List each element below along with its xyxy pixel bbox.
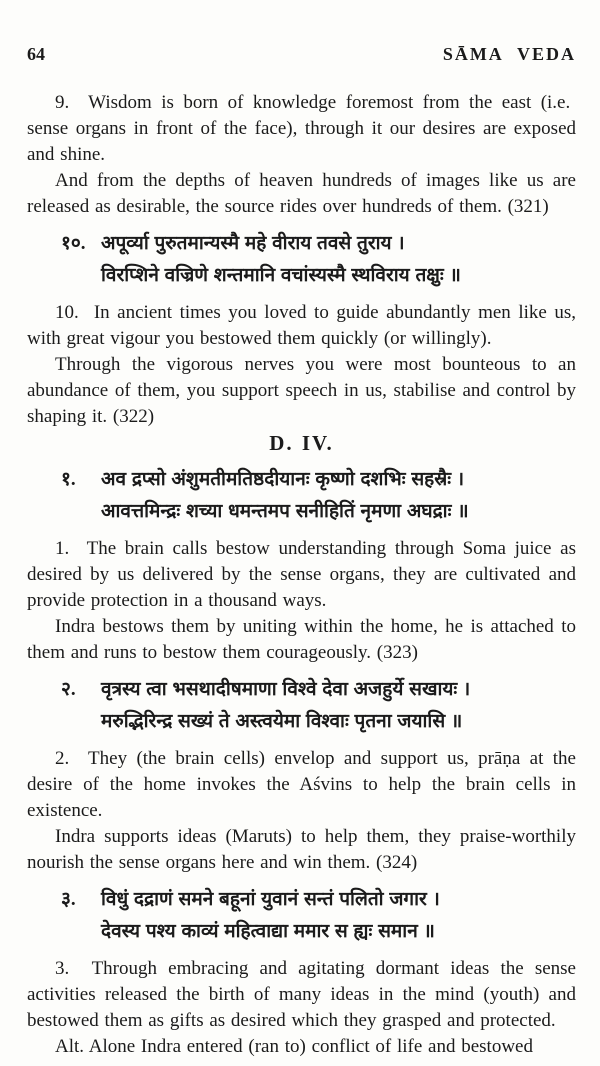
verse-lines bbox=[101, 464, 469, 528]
section-heading: D. IV. bbox=[269, 431, 334, 455]
verse-line: मरुद्भिरिन्द्र सख्यं ते अस्त्वयेमा विश्वाः पृतना जयासि ॥ bbox=[101, 711, 463, 732]
running-title: SĀMA VEDA bbox=[442, 44, 576, 64]
verse-number: १०. bbox=[61, 233, 86, 254]
translation-paragraph-1-continued: Indra bestows them by uniting within the home, he is attached to them and runs to bestow them courageously. (323) bbox=[27, 616, 576, 663]
verse-number: १. bbox=[61, 469, 76, 490]
translation-paragraph-9: 9. Wisdom is born of knowledge foremost from the east (i.e. sense organs in front of the face), through it our desires are exposed and shine. bbox=[27, 92, 576, 165]
translation-paragraph-9-continued: And from the depths of heaven hundreds of images like us are released as desirable, the source rides over hundreds of them. (321) bbox=[27, 170, 576, 217]
verse-lines bbox=[101, 884, 440, 948]
translation-paragraph-1: 1. The brain calls bestow understanding through Soma juice as desired by us delivered by the sense organs, they are cultivated and provide protection in a thousand ways. bbox=[27, 538, 576, 611]
translation-paragraph-3: 3. Through embracing and agitating dormant ideas the sense activities released the birth of many ideas in the mind (youth) and bestowed them as gifts as desired which they grasped and protected. bbox=[27, 958, 576, 1031]
verse-lines bbox=[101, 228, 461, 292]
verse-line: आवत्तमिन्द्रः शच्या धमन्तमप सनीहितिं नृमणा अघद्राः ॥ bbox=[101, 501, 469, 522]
verse-line: वृत्रस्य त्वा भसथादीषमाणा विश्वे देवा अजहुर्ये सखायः । bbox=[101, 679, 471, 700]
verse-number: ३. bbox=[61, 889, 76, 910]
verse-line: अव द्रप्सो अंशुमतीमतिष्ठदीयानः कृष्णो दशभिः सहस्रैः । bbox=[101, 469, 465, 490]
verse-lines bbox=[101, 674, 470, 738]
sanskrit-verse-1 bbox=[61, 464, 576, 528]
verse-line: विरप्शिने वज्रिणे शन्तमानि वचांस्यस्मै स्थविराय तक्षुः ॥ bbox=[101, 265, 461, 286]
page-body bbox=[27, 90, 576, 1060]
translation-paragraph-10-continued: Through the vigorous nerves you were most bounteous to an abundance of them, you support speech in us, stabilise and control by shaping it. (322) bbox=[27, 354, 576, 427]
page-header bbox=[27, 44, 576, 65]
verse-number: २. bbox=[61, 679, 76, 700]
sanskrit-verse-3 bbox=[61, 884, 576, 948]
translation-paragraph-alt: Alt. Alone Indra entered (ran to) conflict of life and bestowed bbox=[55, 1036, 533, 1057]
translation-paragraph-2: 2. They (the brain cells) envelop and support us, prāṇa at the desire of the home invokes the Aśvins to help the brain cells in existence. bbox=[27, 748, 576, 821]
verse-line: विधुं दद्राणं समने बहूनां युवानं सन्तं पलितो जगार । bbox=[101, 889, 440, 910]
verse-line: अपूर्व्या पुरुतमान्यस्मै महे वीराय तवसे तुराय । bbox=[101, 233, 405, 254]
sanskrit-verse-10 bbox=[61, 228, 576, 292]
translation-paragraph-2-continued: Indra supports ideas (Maruts) to help them, they praise-worthily nourish the sense organs here and win them. (324) bbox=[27, 826, 576, 873]
translation-paragraph-10: 10. In ancient times you loved to guide abundantly men like us, with great vigour you bestowed them quickly (or willingly). bbox=[27, 302, 576, 349]
page-number: 64 bbox=[27, 44, 45, 64]
verse-line: देवस्य पश्य काव्यं महित्वाद्या ममार स ह्यः समान ॥ bbox=[101, 921, 435, 942]
sanskrit-verse-2 bbox=[61, 674, 576, 738]
